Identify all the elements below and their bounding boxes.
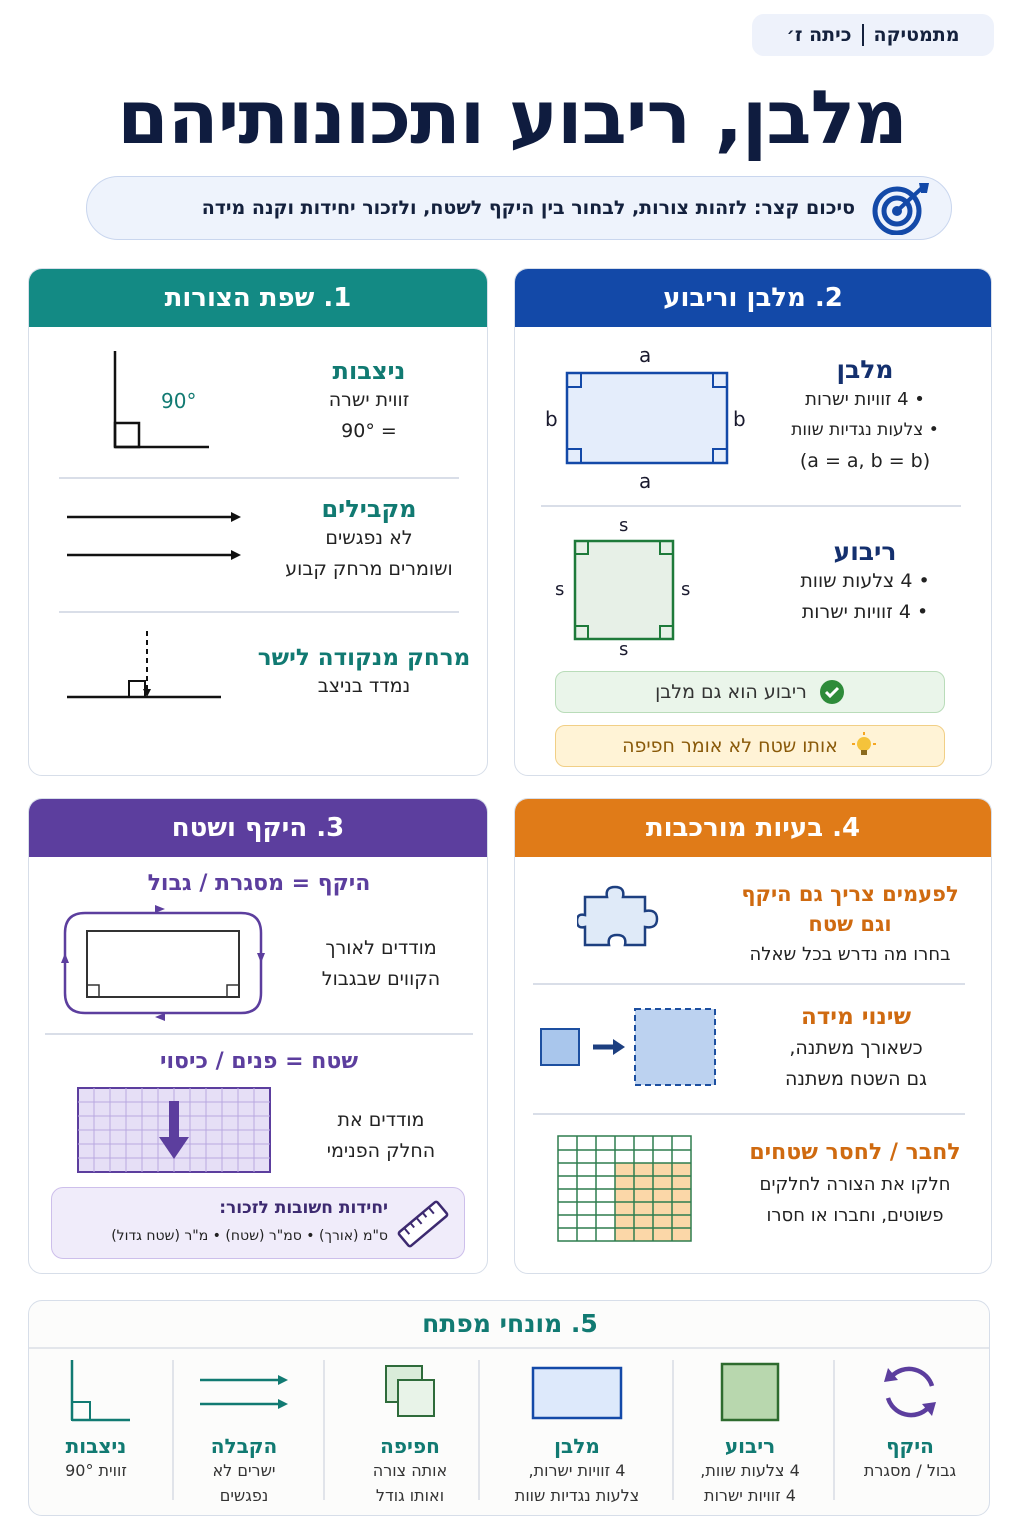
item-scale-change [515,989,992,1113]
divider [541,505,961,507]
distance-to-line-icon [65,627,225,707]
rectangle-bullet-1: 4 זוויות ישרות [805,389,909,410]
summary-banner [86,176,952,240]
both-needed-term-1: לפעמים צריך גם היקף [741,882,959,906]
side-b-right: b [733,407,746,431]
key-term-perpendicularity [22,1356,170,1483]
target-icon [869,181,933,235]
rectangle-term: מלבן [836,355,894,384]
parallel-desc-1: לא נפגשים [325,527,413,549]
key-term-rectangle [502,1356,652,1508]
rectangle-bullet-2: צלעות נגדיות שוות [791,420,924,440]
square-term: ריבוע [833,537,897,566]
side-b-left: b [545,407,558,431]
perimeter-desc-2: הקווים שבגבול [321,968,441,990]
perimeter-desc-1: מודדים לאורך [325,937,437,959]
scale-change-diagram [537,1005,721,1087]
area-desc-2: החלק הפנימי [326,1140,436,1162]
page-title: מלבן, ריבוע ותכונותיהם [117,75,907,161]
divider [29,1347,990,1349]
subject-label: מתמטיקה [873,24,960,46]
note-green-text: ריבוע הוא גם מלבן [655,681,807,703]
add-subtract-term: לחבר / לחסר שטחים [749,1140,961,1165]
section-1-title: 1. שפת הצורות [29,269,487,327]
divider [59,611,459,613]
square-icon [714,1413,786,1432]
section-2-title: 2. מלבן וריבוע [515,269,991,327]
check-icon [819,679,845,705]
square-figure [561,527,691,647]
both-needed-desc: בחרו מה נדרש בכל שאלה [749,944,951,965]
perpendicular-desc-1: זווית ישרה [328,389,410,411]
both-needed-term-2: וגם שטח [808,912,892,936]
scale-change-desc-2: גם השטח משתנה [785,1068,927,1090]
key-term-name: היקף [886,1434,934,1458]
distance-term: מרחק מנקודה לישר [257,645,471,671]
units-box [51,1187,465,1259]
cycle-arrows-icon [874,1413,946,1432]
item-perpendicular [29,339,488,469]
key-term-desc-2: ואותו גודל [375,1486,445,1505]
rectangle-formula: (a = a, b = b) [799,450,931,472]
units-line: ס"מ (אורך) • סמ"ר (שטח) • מ"ר (שטח גדול) [111,1228,388,1244]
term-divider [672,1360,674,1500]
parallel-icon [194,1413,294,1432]
area-desc-1: מודדים את [337,1109,425,1131]
distance-desc: נמדד בניצב [317,675,411,697]
key-term-desc-2: נפגשים [219,1486,269,1505]
note-yellow-text: אותו שטח לא אומר חפיפה [622,735,838,757]
term-divider [833,1360,835,1500]
angle-label: 90° [161,389,197,413]
item-add-subtract [515,1121,992,1261]
key-term-congruence [336,1356,484,1508]
ruler-icon [396,1198,450,1254]
subject-grade-pill [752,14,994,56]
note-square-is-rectangle [555,671,945,713]
term-divider [323,1360,325,1500]
item-square: s s s s ריבוע • 4 צלעות שוות • 4 זוויות ישרות [515,513,992,663]
key-term-desc: 4 צלעות שוות, [700,1461,800,1480]
overlap-icon [374,1413,446,1432]
scale-change-desc-1: כשאורך משתנה, [789,1037,923,1059]
divider [533,983,965,985]
key-term-desc: אותה צורה [372,1461,448,1480]
puzzle-icon [577,883,667,951]
right-angle-icon [60,1413,132,1432]
perpendicular-desc-2: = 90° [341,420,397,442]
units-heading: יחידות חשובות לזכור: [219,1198,388,1218]
key-term-name: ניצבות [65,1434,127,1458]
square-bullet-2: 4 זוויות ישרות [801,601,911,623]
area-grid-diagram [77,1087,273,1175]
summary-text: סיכום קצר: לזהות צורות, לבחור בין היקף לשטח, ולזכור יחידות וקנה מידה [201,197,855,219]
side-a-bottom: a [639,469,652,493]
note-same-area [555,725,945,767]
pill-divider [862,24,864,46]
item-rectangle: a a b b מלבן • 4 זוויות ישרות • צלעות נגדיות שוות (a = a, b = b) [515,339,992,499]
square-bullet-1: 4 צלעות שוות [800,570,913,592]
key-term-desc: 4 זוויות ישרות, [528,1461,626,1480]
key-term-desc-2: 4 זוויות ישרות [704,1486,796,1505]
section-perimeter-area [28,798,488,1274]
key-term-perimeter [836,1356,984,1483]
key-term-desc-2: צלעות נגדיות שוות [514,1486,640,1505]
item-distance [29,619,488,759]
grade-label: כיתה ז׳ [786,24,852,46]
section-complex-problems [514,798,992,1274]
section-4-title: 4. בעיות מורכבות [515,799,991,857]
add-subtract-desc-1: חלקו את הצורה לחלקים [759,1174,951,1195]
parallel-desc-2: ושומרים מרחק קבוע [285,558,453,580]
section-rectangle-square [514,268,992,776]
side-a-top: a [639,343,652,367]
scale-change-term: שינוי מידה [800,1004,912,1030]
side-s-bottom: s [619,639,629,660]
side-s-top: s [619,515,629,536]
term-divider [172,1360,174,1500]
section-3-title: 3. היקף ושטח [29,799,487,857]
lightbulb-icon [850,732,878,760]
key-term-name: הקבלה [210,1434,278,1458]
rectangle-icon [527,1413,627,1432]
parallel-term: מקבילים [321,495,417,523]
key-term-desc: ישרים לא [212,1461,276,1480]
composite-grid-diagram [557,1135,693,1243]
perimeter-diagram [55,905,275,1023]
key-term-name: חפיפה [380,1434,440,1458]
divider [533,1113,965,1115]
divider [59,477,459,479]
area-heading: שטח = פנים / כיסוי [160,1049,358,1074]
add-subtract-desc-2: פשוטים, וחברו או חסרו [766,1205,944,1226]
item-parallel [29,481,488,611]
key-term-square [676,1356,824,1508]
key-term-name: ריבוע [724,1434,776,1458]
key-term-desc: גבול / מסגרת [863,1461,957,1480]
side-s-right: s [681,579,691,600]
side-s-left: s [555,579,565,600]
item-both-needed [515,869,992,981]
parallel-lines-icon [65,503,245,573]
section-5-title: 5. מונחי מפתח [422,1309,598,1338]
perpendicular-term: ניצבות [332,357,406,385]
key-term-parallelism [170,1356,318,1508]
divider [45,1033,473,1035]
key-term-desc: זווית 90° [65,1461,127,1480]
key-term-name: מלבן [554,1434,600,1458]
perimeter-heading: היקף = מסגרת / גבול [147,871,371,896]
section-shape-language [28,268,488,776]
